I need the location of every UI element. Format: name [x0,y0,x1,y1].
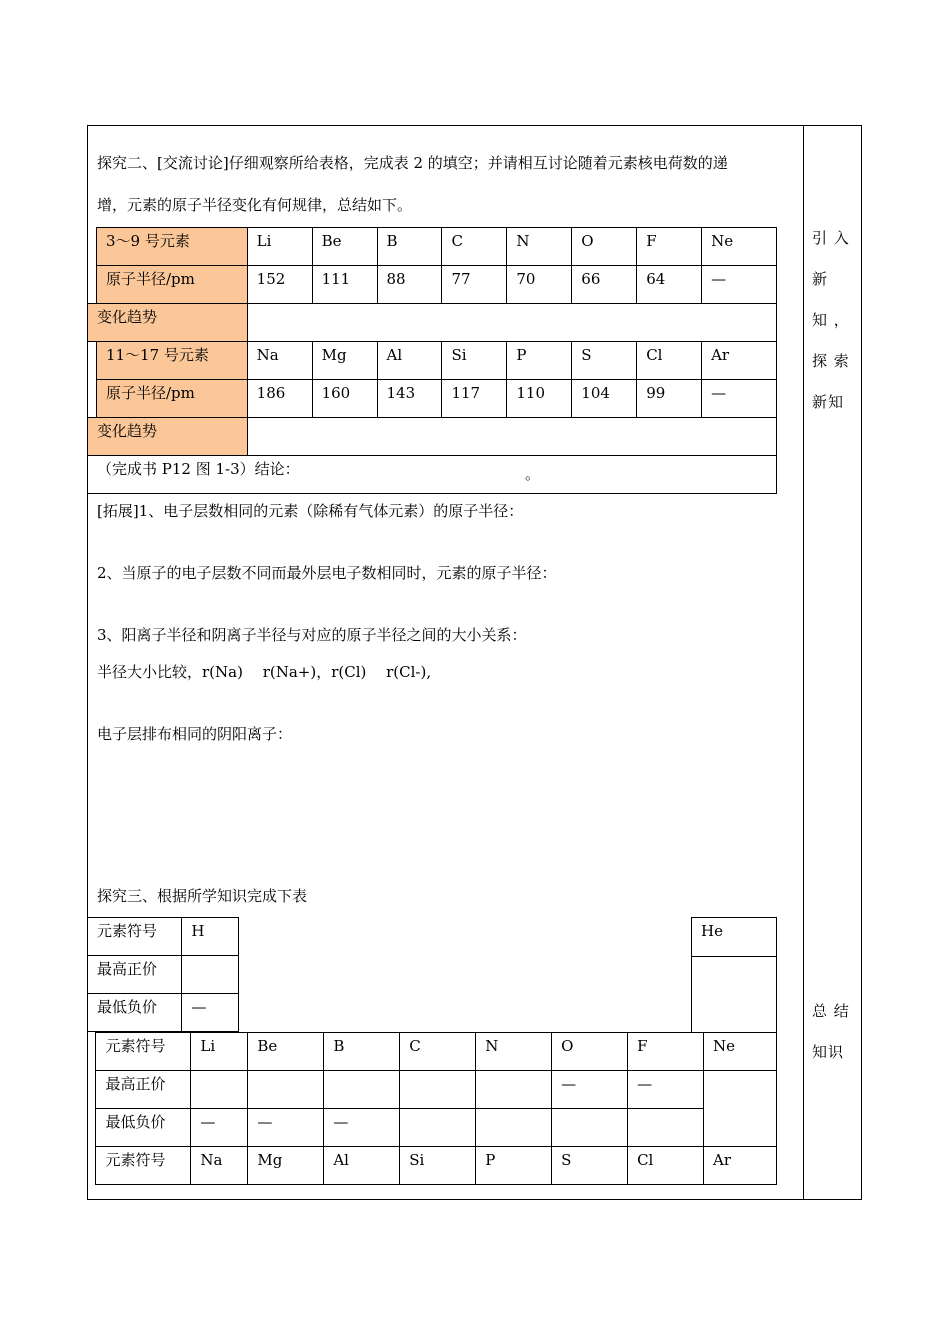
ne-values-cell [704,1071,777,1147]
conclusion-row[interactable] [88,456,777,494]
row-label-trend: 变化趋势 [88,304,248,342]
element-cell: Si [442,342,507,380]
radius-cell: 99 [637,380,702,418]
element-cell: Si [400,1147,476,1185]
helium-table [691,917,777,1033]
side-intro-line: 新 [812,270,829,288]
radius-cell: — [702,266,777,304]
element-cell: Mg [312,342,377,380]
trend-input-cell-2[interactable] [247,418,776,456]
row-label-trend-2: 变化趋势 [88,418,248,456]
h-max-input[interactable] [182,956,239,994]
spacer-cell [87,1033,96,1071]
spacer-cell [87,1147,96,1185]
side-summary-line: 总 结 [812,1002,850,1020]
spacer-cell [88,380,97,418]
element-cell: F [628,1033,704,1071]
spacer-cell [88,342,97,380]
element-cell: Cl [637,342,702,380]
element-cell: P [507,342,572,380]
side-summary-line: 知识 [812,1043,845,1061]
extend-q3: 3、阳离子半径和阴离子半径与对应的原子半径之间的大小关系： [97,626,527,644]
extend-q4: 电子层排布相同的阴阳离子： [97,725,293,743]
conclusion-label: （完成书 P12 图 1-3）结论： [97,460,300,478]
label-symbol: 元素符号 [96,1033,191,1071]
element-cell: Ne [704,1033,777,1071]
element-cell: Be [248,1033,324,1071]
side-intro-line: 知 ， [812,311,850,329]
element-cell: C [442,228,507,266]
radius-cell: 66 [572,266,637,304]
side-label-intro [812,218,857,423]
max-cell[interactable] [324,1071,400,1109]
element-cell: S [552,1147,628,1185]
radius-cell: 110 [507,380,572,418]
element-cell: F [637,228,702,266]
radius-cell: 64 [637,266,702,304]
element-cell: Na [191,1147,248,1185]
radius-cell: 152 [247,266,312,304]
min-cell[interactable] [552,1109,628,1147]
trend-input-cell[interactable] [247,304,776,342]
element-cell: C [400,1033,476,1071]
element-cell: Ar [704,1147,777,1185]
explore3-title: 探究三、根据所学知识完成下表 [97,887,308,905]
valence-table [87,1032,777,1185]
extend-q1: [拓展]1、电子层数相同的元素（除稀有气体元素）的原子半径： [97,502,524,520]
conclusion-end-mark: 。 [525,465,541,483]
element-cell: Cl [628,1147,704,1185]
element-cell: N [476,1033,552,1071]
h-label-min: 最低负价 [88,994,182,1032]
radius-cell: 160 [312,380,377,418]
side-label-summary [812,991,857,1073]
label-max: 最高正价 [96,1071,191,1109]
element-cell: Al [377,342,442,380]
element-cell: Be [312,228,377,266]
explore2-line2: 增，元素的原子半径变化有何规律，总结如下。 [97,196,413,214]
explore2-line1: 探究二、[交流讨论]仔细观察所给表格，完成表 2 的填空；并请相互讨论随着元素核电荷数的递 [97,154,728,172]
label-min: 最低负价 [96,1109,191,1147]
min-cell: — [248,1109,324,1147]
he-symbol: He [692,918,777,957]
extend-q3b: 半径大小比较，r(Na) r(Na+)，r(Cl) r(Cl-), [97,663,432,681]
element-cell: Li [191,1033,248,1071]
element-cell: Na [247,342,312,380]
radius-cell: 88 [377,266,442,304]
spacer-cell [88,228,97,266]
row-label-3-9: 3～9 号元素 [96,228,247,266]
extend-q2: 2、当原子的电子层数不同而最外层电子数相同时，元素的原子半径： [97,564,557,582]
row-label-radius: 原子半径/pm [96,266,247,304]
element-cell: Li [247,228,312,266]
radius-cell: 117 [442,380,507,418]
radius-cell: 70 [507,266,572,304]
side-column-divider [803,125,804,1200]
min-cell[interactable] [476,1109,552,1147]
atomic-radius-table [87,227,777,494]
max-cell[interactable] [400,1071,476,1109]
h-label-symbol: 元素符号 [88,918,182,956]
element-cell: O [572,228,637,266]
label-symbol-2: 元素符号 [96,1147,191,1185]
min-cell[interactable] [628,1109,704,1147]
max-cell[interactable] [248,1071,324,1109]
h-symbol: H [182,918,239,956]
element-cell: O [552,1033,628,1071]
side-intro-line: 引 入 [812,229,850,247]
min-cell: — [191,1109,248,1147]
min-cell: — [324,1109,400,1147]
max-cell[interactable] [191,1071,248,1109]
radius-cell: — [702,380,777,418]
h-label-max: 最高正价 [88,956,182,994]
he-values-cell [692,957,777,1033]
row-label-11-17: 11～17 号元素 [96,342,247,380]
max-cell[interactable] [476,1071,552,1109]
element-cell: B [324,1033,400,1071]
element-cell: N [507,228,572,266]
radius-cell: 186 [247,380,312,418]
hydrogen-table [87,917,239,1032]
element-cell: S [572,342,637,380]
element-cell: Ar [702,342,777,380]
element-cell: Al [324,1147,400,1185]
radius-cell: 104 [572,380,637,418]
element-cell: P [476,1147,552,1185]
element-cell: Ne [702,228,777,266]
min-cell[interactable] [400,1109,476,1147]
spacer-cell [88,266,97,304]
max-cell: — [552,1071,628,1109]
radius-cell: 111 [312,266,377,304]
element-cell: B [377,228,442,266]
radius-cell: 77 [442,266,507,304]
radius-cell: 143 [377,380,442,418]
max-cell: — [628,1071,704,1109]
h-min-value: — [182,994,239,1032]
side-intro-line: 新知 [812,393,845,411]
element-cell: Mg [248,1147,324,1185]
row-label-radius-2: 原子半径/pm [96,380,247,418]
spacer-cell [87,1071,96,1109]
spacer-cell [87,1109,96,1147]
side-intro-line: 探 索 [812,352,850,370]
